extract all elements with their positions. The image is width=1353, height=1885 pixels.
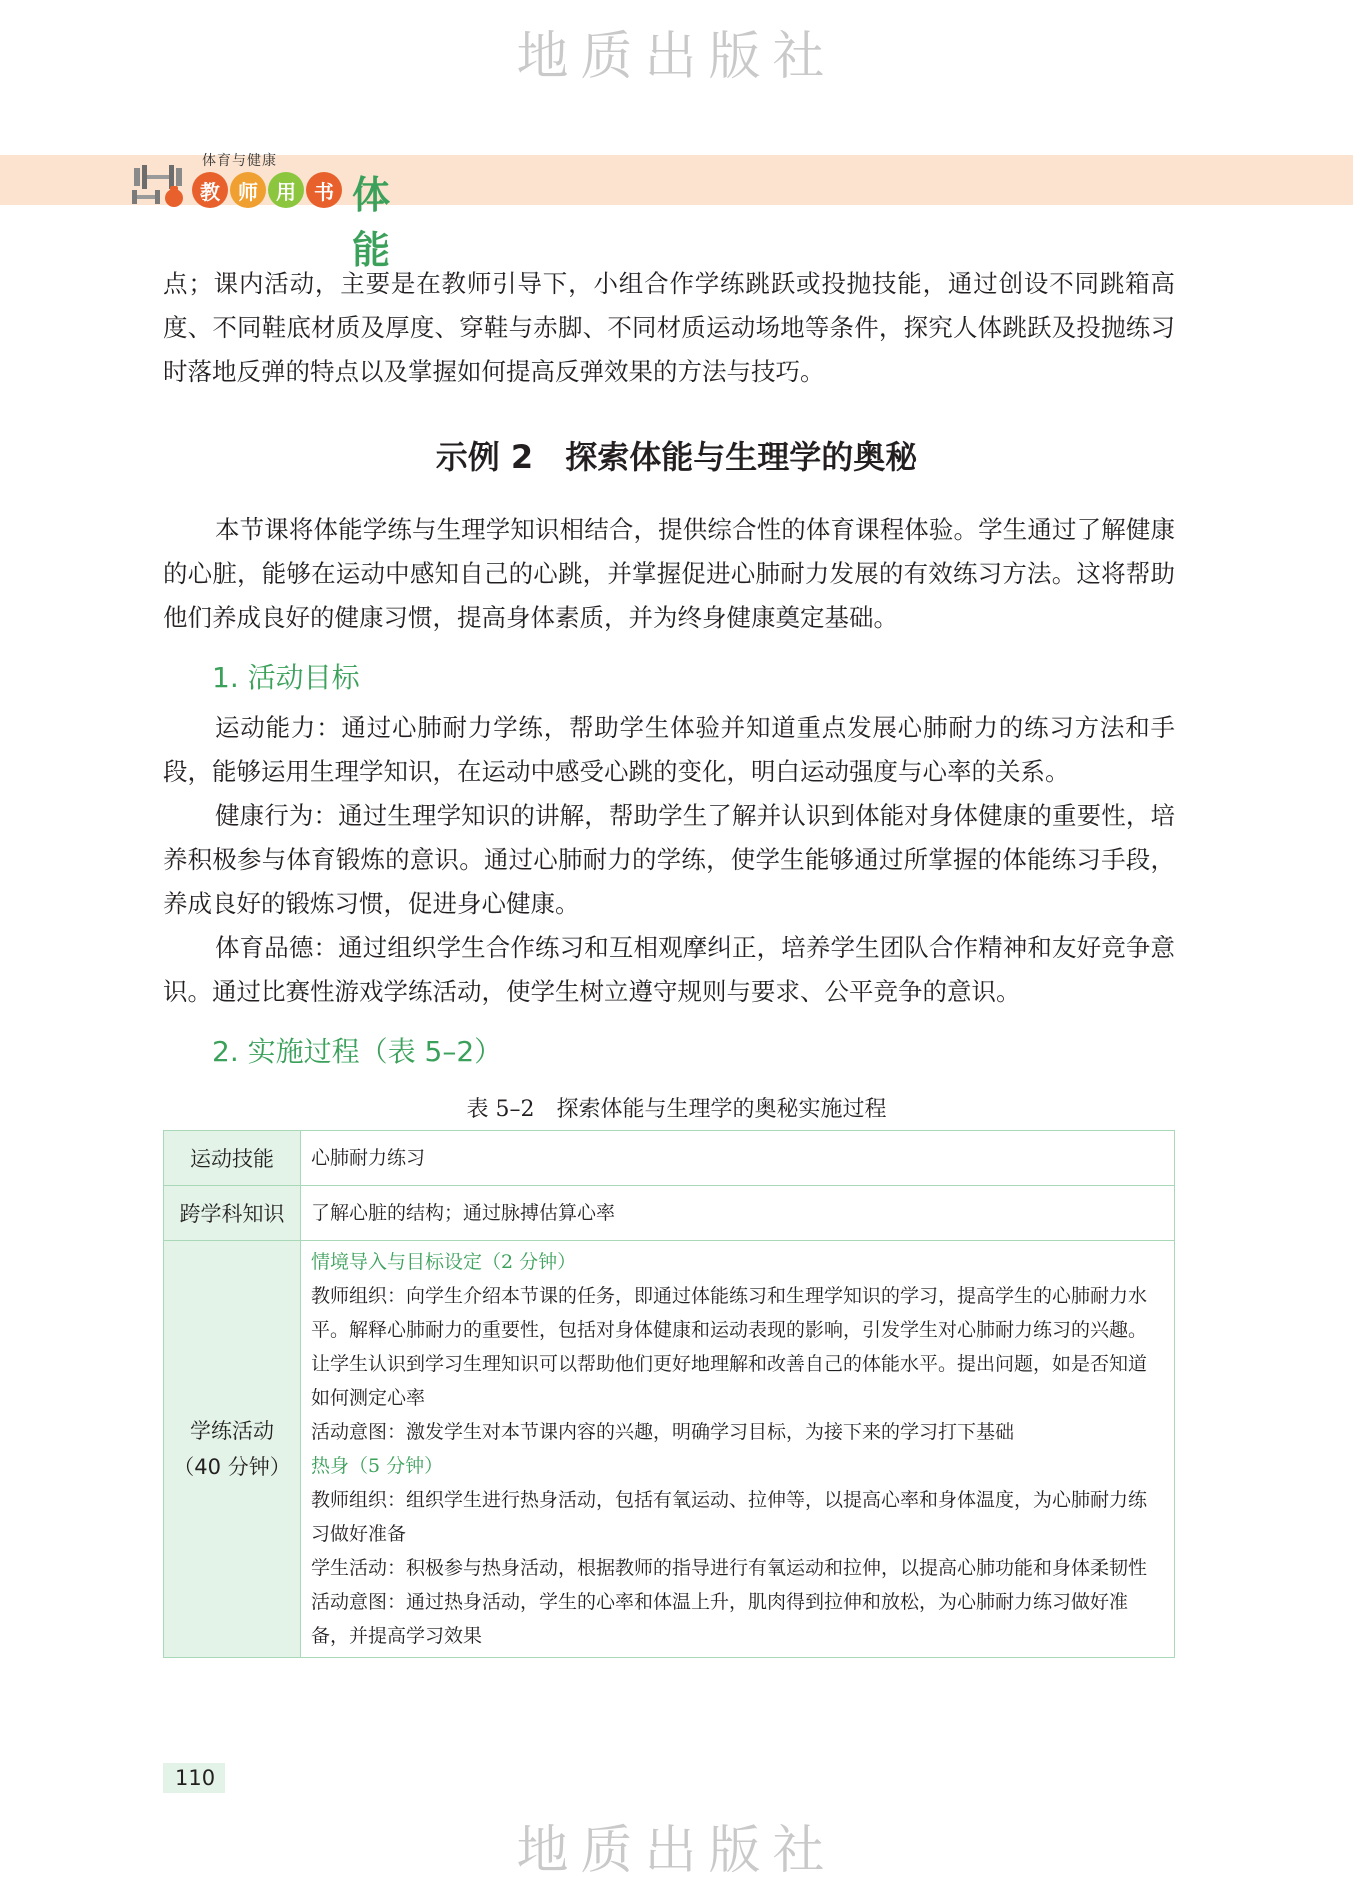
book-title: 体 能 <box>352 173 399 272</box>
row-value-skill: 心肺耐力练习 <box>301 1131 1175 1186</box>
series-label: 体育与健康 <box>202 153 277 169</box>
segment-warmup-teacher: 教师组织：组织学生进行热身活动，包括有氧运动、拉伸等，以提高心率和身体温度，为心肺耐力练习做好准备 <box>311 1489 1148 1545</box>
badge-char-1: 教 <box>192 172 228 208</box>
intro-paragraph: 本节课将体能学练与生理学知识相结合，提供综合性的体育课程体验。学生通过了解健康的心脏，能够在运动中感知自己的心跳，并掌握促进心肺耐力发展的有效练习方法。这将帮助他们养成良好的健康习惯，提高身体素质，并为终身健康奠定基础。 <box>163 515 1175 632</box>
goal-motor-ability: 运动能力：通过心肺耐力学练，帮助学生体验并知道重点发展心肺耐力的练习方法和手段，能够运用生理学知识，在运动中感受心跳的变化，明白运动强度与心率的关系。 <box>163 713 1175 786</box>
segment-warmup-intent: 活动意图：通过热身活动，学生的心率和体温上升，肌肉得到拉伸和放松，为心肺耐力练习做好准备，并提高学习效果 <box>311 1591 1129 1647</box>
activity-label-line2: （40 分钟） <box>173 1455 291 1479</box>
badge-char-4: 书 <box>306 172 342 208</box>
implementation-table <box>163 1130 1175 1658</box>
table-row <box>164 1241 1175 1658</box>
heading-activity-goals: 1. 活动目标 <box>212 661 360 694</box>
segment-title-intro: 情境导入与目标设定（2 分钟） <box>311 1251 577 1273</box>
row-value-activity <box>301 1241 1175 1658</box>
page-number: 110 <box>163 1763 225 1793</box>
watermark-top: 地质出版社 <box>516 27 837 87</box>
segment-intro-intent: 活动意图：激发学生对本节课内容的兴趣，明确学习目标，为接下来的学习打下基础 <box>311 1421 1015 1443</box>
teacher-book-badges <box>192 172 342 208</box>
section-title: 示例 2 探索体能与生理学的奥秘 <box>435 438 918 476</box>
badge-char-2: 师 <box>230 172 266 208</box>
watermark-bottom: 地质出版社 <box>516 1821 837 1881</box>
book-header-logo <box>130 150 460 272</box>
table-row <box>164 1131 1175 1186</box>
segment-warmup-student: 学生活动：积极参与热身活动，根据教师的指导进行有氧运动和拉伸，以提高心肺功能和身体柔韧性 <box>311 1557 1148 1579</box>
row-label-activity <box>164 1241 301 1658</box>
heading-implementation: 2. 实施过程（表 5–2） <box>212 1035 503 1068</box>
goal-sports-ethics: 体育品德：通过组织学生合作练习和互相观摩纠正，培养学生团队合作精神和友好竞争意识。通过比赛性游戏学练活动，使学生树立遵守规则与要求、公平竞争的意识。 <box>163 933 1175 1006</box>
row-label-knowledge: 跨学科知识 <box>164 1186 301 1241</box>
goal-health-behavior: 健康行为：通过生理学知识的讲解，帮助学生了解并认识到体能对身体健康的重要性，培养积极参与体育锻炼的意识。通过心肺耐力的学练，使学生能够通过所掌握的体能练习手段，养成良好的锻炼习惯，促进身心健康。 <box>163 801 1175 918</box>
continued-paragraph: 点；课内活动，主要是在教师引导下，小组合作学练跳跃或投抛技能，通过创设不同跳箱高度、不同鞋底材质及厚度、穿鞋与赤脚、不同材质运动场地等条件，探究人体跳跃及投抛练习时落地反弹的特点以及掌握如何提高反弹效果的方法与技巧。 <box>163 269 1175 386</box>
row-label-skill: 运动技能 <box>164 1131 301 1186</box>
table-row <box>164 1186 1175 1241</box>
row-value-knowledge: 了解心脏的结构；通过脉搏估算心率 <box>301 1186 1175 1241</box>
badge-char-3: 用 <box>268 172 304 208</box>
activity-label-line1: 学练活动 <box>190 1419 274 1443</box>
dumbbell-icon <box>130 160 192 208</box>
table-caption: 表 5–2 探索体能与生理学的奥秘实施过程 <box>466 1097 887 1122</box>
segment-intro-teacher: 教师组织：向学生介绍本节课的任务，即通过体能练习和生理学知识的学习，提高学生的心肺耐力水平。解释心肺耐力的重要性，包括对身体健康和运动表现的影响，引发学生对心肺耐力练习的兴趣。让学生认识到学习生理知识可以帮助他们更好地理解和改善自己的体能水平。提出问题，如是否知道如何测定心率 <box>311 1285 1148 1409</box>
segment-title-warmup: 热身（5 分钟） <box>311 1455 444 1477</box>
